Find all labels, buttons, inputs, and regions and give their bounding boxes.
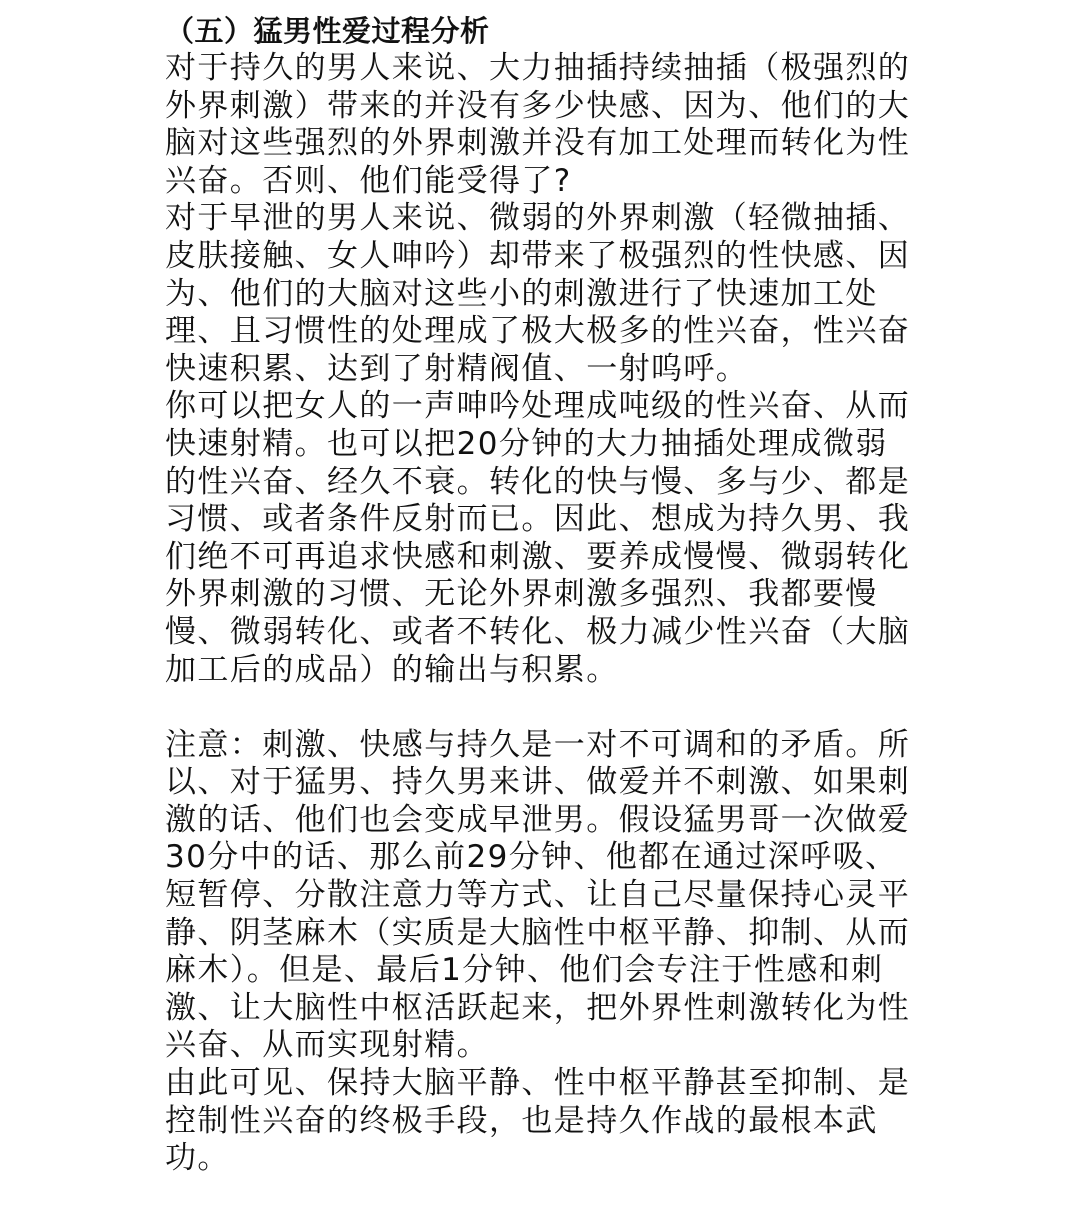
paragraph-2 (165, 200, 921, 388)
document-body (165, 12, 921, 1178)
text-line: 激、让大脑性中枢活跃起来，把外界性刺激转化为性 (165, 989, 911, 1026)
text-line: 兴奋、从而实现射精。 (165, 1027, 489, 1064)
paragraph-spacer (165, 689, 921, 727)
text-line: 快速积累、达到了射精阀值、一射呜呼。 (165, 350, 749, 387)
text-line: 慢、微弱转化、或者不转化、极力减少性兴奋（大脑 (165, 613, 911, 650)
paragraph-1 (165, 50, 921, 200)
text-line: 理、且习惯性的处理成了极大极多的性兴奋，性兴奋 (165, 313, 911, 350)
text-line: 注意：刺激、快感与持久是一对不可调和的矛盾。所 (165, 726, 911, 763)
paragraph-4-note (165, 727, 921, 1065)
text-line: 脑对这些强烈的外界刺激并没有加工处理而转化为性 (165, 125, 911, 162)
text-line: 加工后的成品）的输出与积累。 (165, 651, 619, 688)
text-line: 们绝不可再追求快感和刺激、要养成慢慢、微弱转化 (165, 538, 911, 575)
text-line: 以、对于猛男、持久男来讲、做爱并不刺激、如果刺 (165, 764, 911, 801)
text-line: 习惯、或者条件反射而已。因此、想成为持久男、我 (165, 501, 911, 538)
paragraph-5-conclusion (165, 1065, 921, 1178)
text-line: 控制性兴奋的终极手段，也是持久作战的最根本武 (165, 1102, 878, 1139)
text-line: 的性兴奋、经久不衰。转化的快与慢、多与少、都是 (165, 463, 911, 500)
text-line: 激的话、他们也会变成早泄男。假设猛男哥一次做爱 (165, 801, 911, 838)
text-line: 皮肤接触、女人呻吟）却带来了极强烈的性快感、因 (165, 237, 911, 274)
text-line: 30分中的话、那么前29分钟、他都在通过深呼吸、 (165, 839, 898, 876)
text-line: 静、阴茎麻木（实质是大脑性中枢平静、抑制、从而 (165, 914, 911, 951)
text-line: 麻木）。但是、最后1分钟、他们会专注于性感和刺 (165, 952, 884, 989)
text-line: 短暂停、分散注意力等方式、让自己尽量保持心灵平 (165, 877, 911, 914)
paragraph-3 (165, 388, 921, 689)
text-line: 快速射精。也可以把20分钟的大力抽插处理成微弱 (165, 425, 888, 462)
text-line: 由此可见、保持大脑平静、性中枢平静甚至抑制、是 (165, 1065, 911, 1102)
text-line: 对于持久的男人来说、大力抽插持续抽插（极强烈的 (165, 50, 911, 86)
text-line: 对于早泄的男人来说、微弱的外界刺激（轻微抽插、 (165, 200, 911, 237)
text-line: 你可以把女人的一声呻吟处理成吨级的性兴奋、从而 (165, 388, 911, 425)
text-line: 为、他们的大脑对这些小的刺激进行了快速加工处 (165, 275, 878, 312)
text-line: 兴奋。否则、他们能受得了? (165, 162, 572, 199)
section-title: （五）猛男性爱过程分析 (165, 14, 490, 48)
text-line: 功。 (165, 1140, 230, 1177)
text-line: 外界刺激）带来的并没有多少快感、因为、他们的大 (165, 87, 911, 124)
text-line: 外界刺激的习惯、无论外界刺激多强烈、我都要慢 (165, 576, 878, 613)
